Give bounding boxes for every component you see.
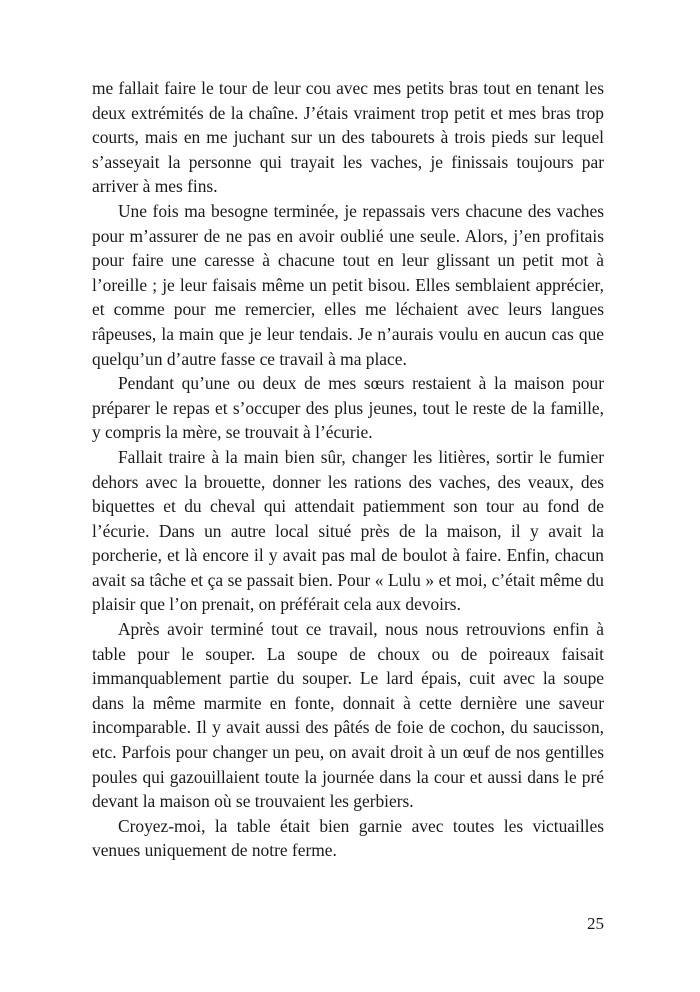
paragraph-1: me fallait faire le tour de leur cou avec mes petits bras tout en tenant les deux extrémités de la chaîne. J’étais vraiment trop petit et mes bras trop courts, mais en me juchant sur un des tabourets à trois pieds sur lequel s’asseyait la personne qui trayait les vaches, je finissais toujours par arriver à mes fins. — [92, 78, 604, 197]
paragraph-2: Une fois ma besogne terminée, je repassais vers chacune des vaches pour m’assurer de ne pas en avoir oublié une seule. Alors, j’en profitais pour faire une caresse à chacune tout en leur glissant un petit mot à l’oreille ; je leur faisais même un petit bisou. Elles semblaient apprécier, et comme pour me remercier, elles me léchaient avec leurs langues râpeuses, la main que je leur tendais. Je n’aurais voulu en aucun cas que quelqu’un d’autre fasse ce travail à ma place. — [92, 200, 604, 369]
paragraph-6: Croyez-moi, la table était bien garnie avec toutes les victuailles venues uniquement de notre ferme. — [92, 815, 604, 861]
body-text — [92, 76, 604, 863]
paragraph-4: Fallait traire à la main bien sûr, changer les litières, sortir le fumier dehors avec la brouette, donner les rations des vaches, des veaux, des biquettes et du cheval qui attendait patiemment son tour au fond de l’écurie. Dans un autre local situé près de la maison, il y avait la porcherie, et là encore il y avait pas mal de boulot à faire. Enfin, chacun avait sa tâche et ça se passait bien. Pour « Lulu » et moi, c’était même du plaisir que l’on prenait, on préférait cela aux devoirs. — [92, 446, 604, 615]
paragraph-5: Après avoir terminé tout ce travail, nous nous retrouvions enfin à table pour le souper. La soupe de choux ou de poireaux faisait immanquablement partie du souper. Le lard épais, cuit avec la soupe dans la même marmite en fonte, donnait à cette dernière une saveur incomparable. Il y avait aussi des pâtés de foie de cochon, du saucisson, etc. Parfois pour changer un peu, on avait droit à un œuf de nos gentilles poules qui gazouillaient toute la journée dans la cour et aussi dans le pré devant la maison où se trouvaient les gerbiers. — [92, 619, 604, 812]
page-number: 25 — [587, 914, 604, 933]
paragraph-3: Pendant qu’une ou deux de mes sœurs restaient à la maison pour préparer le repas et s’occuper des plus jeunes, tout le reste de la famille, y compris la mère, se trouvait à l’écurie. — [92, 373, 604, 443]
